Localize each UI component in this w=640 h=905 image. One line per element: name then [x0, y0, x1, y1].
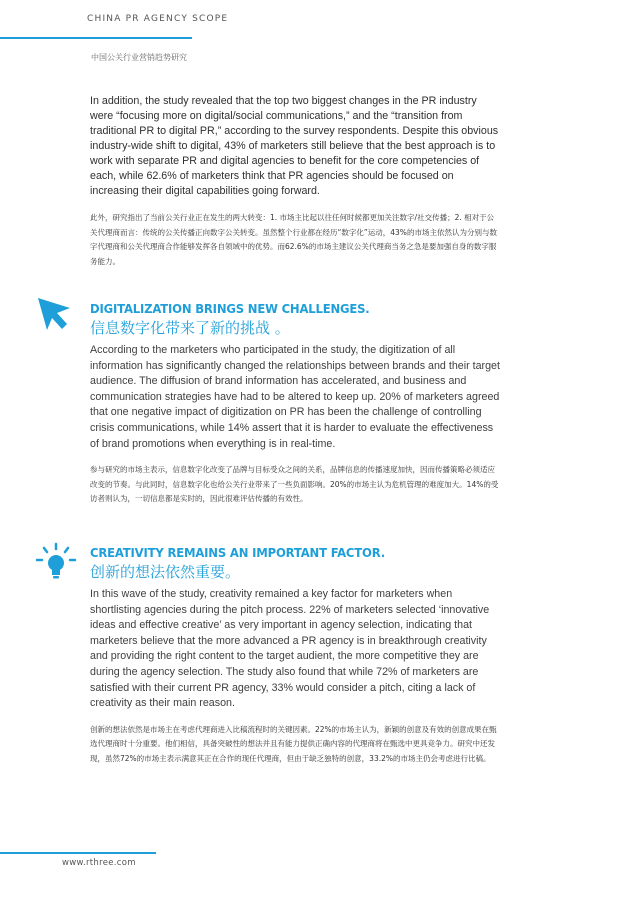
section2-heading-zh: 创新的想法依然重要。: [90, 563, 241, 581]
section1-heading-en: DIGITALIZATION BRINGS NEW CHALLENGES.: [90, 301, 370, 316]
header-divider: [0, 37, 192, 39]
footer-url[interactable]: www.rthree.com: [62, 858, 136, 868]
lightbulb-icon: [34, 542, 78, 586]
section-digitalization: [90, 301, 500, 507]
section-creativity: [90, 545, 500, 766]
section1-heading-zh: 信息数字化带来了新的挑战 。: [90, 319, 290, 337]
footer-divider: [0, 852, 156, 854]
intro-english-text: In addition, the study revealed that the top two biggest changes in the PR industry were “focusing more on digital/social communications,” and the “transition from traditional PR to digital PR,” according to the survey respondents. Despite this obvious industry-wide shift to digital, 43% of marketers still believe that the best approach is to work with separate PR and digital agencies to benefit for the core competencies of each, while 62.6% of marketers think that PR agencies should be focused on increasing their digital capabilities going forward.: [90, 95, 499, 197]
intro-section: [90, 94, 500, 269]
section2-heading-en: CREATIVITY REMAINS AN IMPORTANT FACTOR.: [90, 545, 385, 560]
header-subtitle: 中国公关行业营销趋势研究: [91, 53, 187, 62]
section2-english-text: In this wave of the study, creativity remained a key factor for marketers when shortlisting agencies during the pitch process. 22% of marketers selected ‘innovative ideas and effective creative’ as very important in agency selection, indicating that marketers believe that the more advanced a PR agency is in breakthrough creativity and providing the right content to the target audient, the more competitive they are during the agency selection. The study also found that while 72% of marketers are satisfied with their current PR agency, 33% would consider a pitch, citing a lack of creativity as their main reason.: [90, 588, 490, 710]
cursor-arrow-icon: [36, 296, 72, 336]
section1-chinese-text: 参与研究的市场主表示，信息数字化改变了品牌与目标受众之间的关系，品牌信息的传播速度加快，因而传播策略必须适应改变的节奏。与此同时，信息数字化也给公关行业带来了一些负面影响。20%的市场主认为危机管理的难度加大。14%的受访者则认为，一切信息都是实时的，因此很难评估传播的有效性。: [90, 465, 499, 504]
intro-chinese-text: 此外，研究指出了当前公关行业正在发生的两大转变：1. 市场主比起以往任何时候都更加关注数字/社交传播；2. 相对于公关代理商而言：传统的公关传播正向数字公关转变。虽然整个行业都在经历“数字化”运动，43%的市场主依然认为分别与数字代理商和公关代理商合作能够发挥各自领域中的优势。而62.6%的市场主建议公关代理商当务之急是要加强自身的数字服务能力。: [90, 213, 497, 266]
section1-english-text: According to the marketers who participated in the study, the digitization of all information has significantly changed the relationships between brands and their target audience. The diffusion of brand information has accelerated, and business and communication strategies have had to be altered to keep up. 20% of marketers agreed that one negative impact of digitization on PR has been the challenge of controlling crisis communications, while 14% assert that it is harder to evaluate the effectiveness of brand promotions when everything is in real-time.: [90, 344, 500, 450]
section2-chinese-text: 创新的想法依然是市场主在考虑代理商进入比稿流程时的关键因素。22%的市场主认为，新颖的创意及有效的创意成果在甄选代理商时十分重要。他们相信，具备突破性的想法并且有能力提供正确内容的代理商将在甄选中更具竞争力。研究中还发现，虽然72%的市场主表示满意其正在合作的现任代理商，但由于缺乏独特的创意，33.2%的市场主仍会考虑进行比稿。: [90, 724, 497, 763]
header-title: CHINA PR AGENCY SCOPE: [87, 14, 229, 24]
